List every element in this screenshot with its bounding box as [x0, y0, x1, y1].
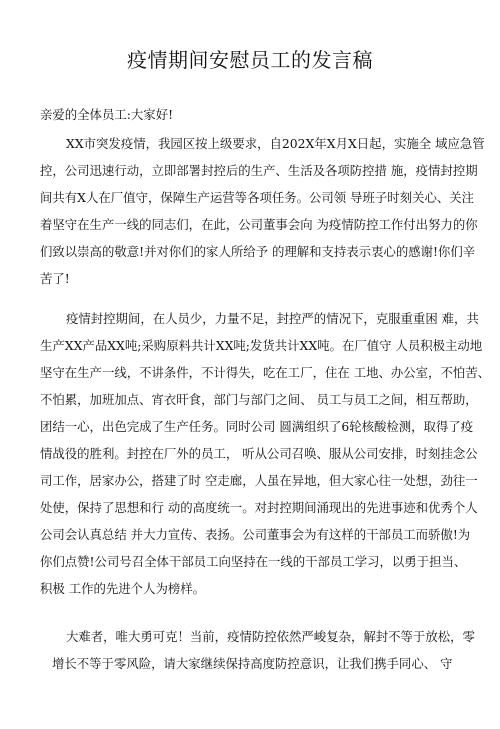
paragraph-2-line-2: 生产XX产品XX吨;采购原料共计XX吨;发货共计XX吨。在厂值守 人员积极主动地: [40, 338, 483, 353]
paragraph-3-line-1: 大难者，唯大勇可克！当前，疫情防控依然严峻复杂，解封不等于放松，零: [66, 629, 475, 644]
paragraph-2-line-10: 你们点赞!公司号召全体干部员工向坚持在一线的干部员工学习，以勇于担当、: [40, 554, 467, 569]
paragraph-1-line-5: 们致以崇高的敬意!并对你们的家人所给予 的理解和支持表示衷心的感谢!你们辛: [40, 244, 476, 259]
paragraph-2-line-5: 团结一心，出色完成了生产任务。同时公司 圆满组织了6轮核酸检测，取得了疫: [40, 419, 474, 434]
paragraph-1-line-6: 苦了!: [40, 271, 70, 286]
paragraph-2-line-11: 积极 工作的先进个人为榜样。: [40, 581, 206, 596]
paragraph-2-line-8: 处使，保持了思想和行 动的高度统一。对封控期间涌现出的先进事迹和优秀个人: [40, 500, 478, 515]
paragraph-3-line-2: 增长不等于零风险，请大家继续保持高度防控意识，让我们携手同心、 守: [52, 656, 453, 671]
greeting: 亲爱的全体员工:大家好!: [40, 107, 174, 122]
paragraph-1-line-2: 控，公司迅速行动，立即部署封控后的生产、生活及各项防控措 施，疫情封控期: [40, 163, 478, 178]
paragraph-2-line-3: 坚守在生产一线，不讲条件，不计得失，吃在工厂，住在 工地、办公室，不怕苦、: [40, 365, 491, 380]
paragraph-2-line-9: 公司会认真总结 并大力宣传、表扬。公司董事会为有这样的干部员工而骄傲!为: [40, 527, 471, 542]
paragraph-1-line-1: XX市突发疫情，我园区按上级要求，自202X年X月X日起，实施全 域应急管: [66, 136, 485, 151]
paragraph-2-line-7: 司工作，居家办公，搭建了时 空走廊，人虽在异地，但大家心往一处想，劲往一: [40, 473, 478, 488]
paragraph-1-line-4: 着坚守在生产一线的同志们，在此，公司董事会向 为疫情防控工作付出努力的你: [40, 217, 478, 232]
document-title: 疫情期间安慰员工的发言稿: [127, 48, 373, 72]
paragraph-2-line-6: 情战役的胜利。封控在厂外的员工， 听从公司召唤、服从公司安排，时刻挂念公: [40, 446, 478, 461]
paragraph-2-line-1: 疫情封控期间，在人员少，力量不足，封控严的情况下，克服重重困 难，共: [66, 311, 479, 326]
paragraph-2-line-4: 不怕累，加班加点、宵衣旰食，部门与部门之间、 员工与员工之间，相互帮助，: [40, 392, 478, 407]
paragraph-1-line-3: 间共有X人在厂值守，保障生产运营等各项任务。公司领 导班子时刻关心、关注: [40, 190, 475, 205]
